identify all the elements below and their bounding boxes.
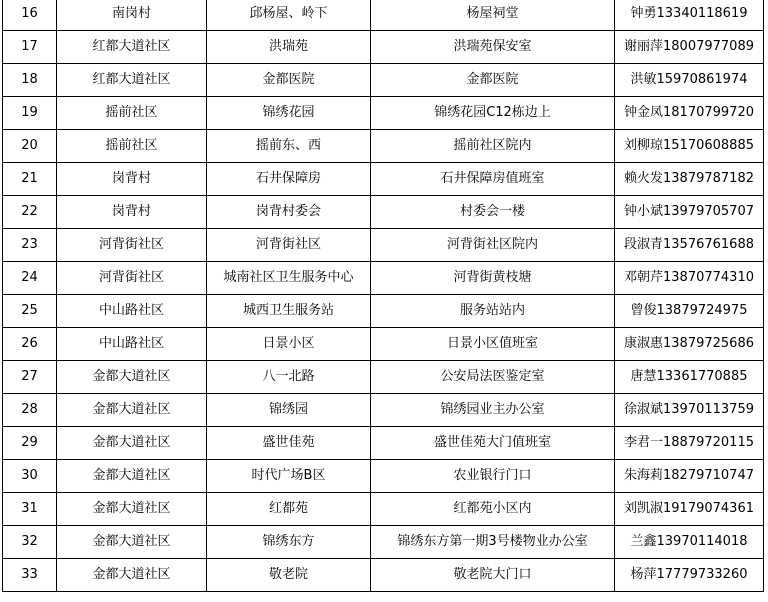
site-cell: 金都医院 (207, 64, 371, 97)
site-cell: 时代广场B区 (207, 460, 371, 493)
table-row (3, 97, 764, 130)
location-cell: 服务站站内 (371, 295, 615, 328)
row-number-cell: 32 (3, 526, 57, 559)
contact-cell: 徐淑斌13970113759 (615, 394, 764, 427)
contact-cell: 曾俊13879724975 (615, 295, 764, 328)
table-row (3, 64, 764, 97)
site-cell: 八一北路 (207, 361, 371, 394)
location-cell: 锦绣东方第一期3号楼物业办公室 (371, 526, 615, 559)
row-number-cell: 29 (3, 427, 57, 460)
location-cell: 村委会一楼 (371, 196, 615, 229)
community-cell: 中山路社区 (57, 328, 207, 361)
site-cell: 红都苑 (207, 493, 371, 526)
community-cell: 河背街社区 (57, 262, 207, 295)
location-cell: 洪瑞苑保安室 (371, 31, 615, 64)
site-cell: 城南社区卫生服务中心 (207, 262, 371, 295)
community-cell: 岗背村 (57, 196, 207, 229)
contact-cell: 谢丽萍18007977089 (615, 31, 764, 64)
community-cell: 金都大道社区 (57, 394, 207, 427)
contact-cell: 唐慧13361770885 (615, 361, 764, 394)
table-row (3, 394, 764, 427)
row-number-cell: 23 (3, 229, 57, 262)
table-row (3, 163, 764, 196)
table-row (3, 526, 764, 559)
table-row (3, 196, 764, 229)
table-row (3, 130, 764, 163)
location-cell: 杨屋祠堂 (371, 0, 615, 31)
site-cell: 敬老院 (207, 559, 371, 592)
row-number-cell: 16 (3, 0, 57, 31)
table-row (3, 559, 764, 592)
row-number-cell: 30 (3, 460, 57, 493)
location-cell: 河背街黄枝塘 (371, 262, 615, 295)
contact-cell: 刘柳琼15170608885 (615, 130, 764, 163)
location-cell: 锦绣花园C12栋边上 (371, 97, 615, 130)
community-cell: 金都大道社区 (57, 526, 207, 559)
table-row (3, 229, 764, 262)
community-cell: 金都大道社区 (57, 460, 207, 493)
row-number-cell: 27 (3, 361, 57, 394)
row-number-cell: 19 (3, 97, 57, 130)
community-cell: 金都大道社区 (57, 361, 207, 394)
table-row (3, 0, 764, 31)
row-number-cell: 28 (3, 394, 57, 427)
contact-cell: 康淑惠13879725686 (615, 328, 764, 361)
location-cell: 农业银行门口 (371, 460, 615, 493)
community-cell: 金都大道社区 (57, 493, 207, 526)
location-cell: 盛世佳苑大门值班室 (371, 427, 615, 460)
site-cell: 日景小区 (207, 328, 371, 361)
community-cell: 摇前社区 (57, 97, 207, 130)
community-cell: 南岗村 (57, 0, 207, 31)
table-row (3, 295, 764, 328)
contact-cell: 钟勇13340118619 (615, 0, 764, 31)
location-cell: 摇前社区院内 (371, 130, 615, 163)
table-row (3, 328, 764, 361)
table-row (3, 31, 764, 64)
location-cell: 红都苑小区内 (371, 493, 615, 526)
row-number-cell: 18 (3, 64, 57, 97)
table-row (3, 262, 764, 295)
contact-cell: 段淑青13576761688 (615, 229, 764, 262)
contact-cell: 刘凯淑19179074361 (615, 493, 764, 526)
contact-cell: 钟金凤18170799720 (615, 97, 764, 130)
site-cell: 城西卫生服务站 (207, 295, 371, 328)
community-cell: 河背街社区 (57, 229, 207, 262)
location-cell: 河背街社区院内 (371, 229, 615, 262)
contact-cell: 兰鑫13970114018 (615, 526, 764, 559)
location-cell: 敬老院大门口 (371, 559, 615, 592)
site-cell: 锦绣花园 (207, 97, 371, 130)
community-cell: 金都大道社区 (57, 427, 207, 460)
row-number-cell: 33 (3, 559, 57, 592)
location-cell: 公安局法医鉴定室 (371, 361, 615, 394)
contact-cell: 朱海莉18279710747 (615, 460, 764, 493)
site-cell: 洪瑞苑 (207, 31, 371, 64)
table-row (3, 460, 764, 493)
community-cell: 岗背村 (57, 163, 207, 196)
contact-cell: 邓朝芹13870774310 (615, 262, 764, 295)
contact-cell: 杨萍17779733260 (615, 559, 764, 592)
contact-cell: 赖火发13879787182 (615, 163, 764, 196)
row-number-cell: 24 (3, 262, 57, 295)
site-cell: 盛世佳苑 (207, 427, 371, 460)
row-number-cell: 17 (3, 31, 57, 64)
site-cell: 摇前东、西 (207, 130, 371, 163)
site-cell: 岗背村委会 (207, 196, 371, 229)
site-cell: 锦绣东方 (207, 526, 371, 559)
location-cell: 石井保障房值班室 (371, 163, 615, 196)
site-cell: 邱杨屋、岭下 (207, 0, 371, 31)
row-number-cell: 20 (3, 130, 57, 163)
community-cell: 摇前社区 (57, 130, 207, 163)
location-cell: 金都医院 (371, 64, 615, 97)
table-row (3, 361, 764, 394)
site-cell: 石井保障房 (207, 163, 371, 196)
contact-cell: 李君一18879720115 (615, 427, 764, 460)
table-row (3, 427, 764, 460)
row-number-cell: 26 (3, 328, 57, 361)
row-number-cell: 25 (3, 295, 57, 328)
contact-cell: 钟小斌13979705707 (615, 196, 764, 229)
community-cell: 中山路社区 (57, 295, 207, 328)
table-row (3, 493, 764, 526)
community-cell: 红都大道社区 (57, 64, 207, 97)
location-contact-table (2, 0, 764, 592)
row-number-cell: 31 (3, 493, 57, 526)
table-body (3, 0, 764, 592)
row-number-cell: 21 (3, 163, 57, 196)
site-cell: 河背街社区 (207, 229, 371, 262)
row-number-cell: 22 (3, 196, 57, 229)
community-cell: 红都大道社区 (57, 31, 207, 64)
contact-cell: 洪敏15970861974 (615, 64, 764, 97)
community-cell: 金都大道社区 (57, 559, 207, 592)
site-cell: 锦绣园 (207, 394, 371, 427)
location-cell: 日景小区值班室 (371, 328, 615, 361)
location-cell: 锦绣园业主办公室 (371, 394, 615, 427)
